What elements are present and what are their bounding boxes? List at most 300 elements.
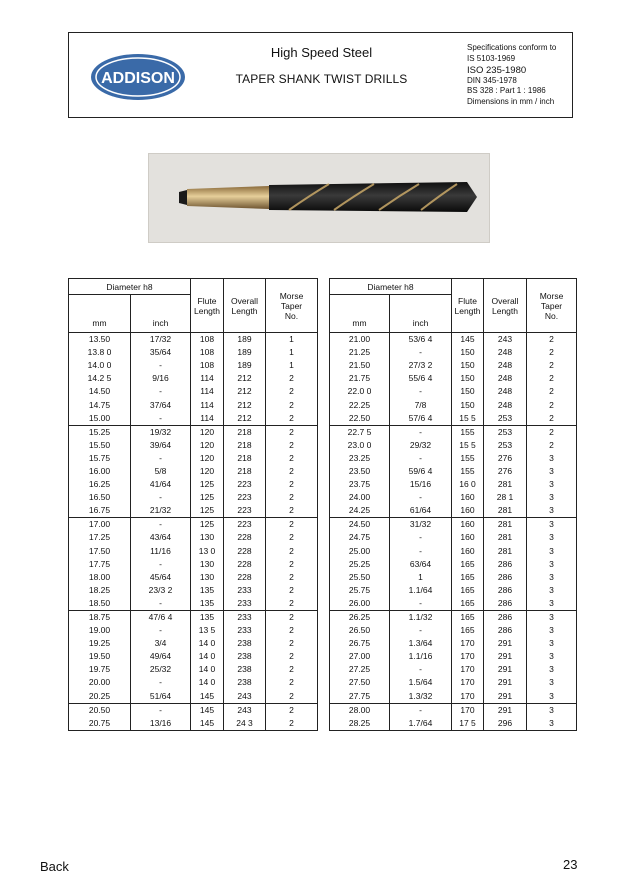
mm-cell: 20.50 xyxy=(69,703,131,717)
mm-cell: 21.75 xyxy=(330,372,390,385)
inch-cell: 29/32 xyxy=(390,439,452,452)
flute-length-cell: 160 xyxy=(452,531,484,544)
morse-taper-cell: 2 xyxy=(266,597,318,611)
mm-cell: 18.50 xyxy=(69,597,131,611)
overall-length-cell: 189 xyxy=(224,333,266,347)
flute-length-cell: 160 xyxy=(452,491,484,504)
table-row xyxy=(69,346,318,359)
table-row xyxy=(69,676,318,689)
morse-taper-cell: 2 xyxy=(266,624,318,637)
mm-cell: 16.00 xyxy=(69,465,131,478)
inch-cell: - xyxy=(390,663,452,676)
inch-cell: 1.1/16 xyxy=(390,650,452,663)
flute-length-cell: 165 xyxy=(452,558,484,571)
overall-length-cell: 276 xyxy=(484,452,527,465)
table-row xyxy=(69,398,318,411)
inch-cell: - xyxy=(131,597,191,611)
morse-taper-cell: 2 xyxy=(266,412,318,426)
mm-cell: 19.75 xyxy=(69,663,131,676)
morse-taper-cell: 2 xyxy=(266,518,318,532)
overall-length-cell: 286 xyxy=(484,558,527,571)
right-table-body xyxy=(330,333,577,731)
inch-cell: - xyxy=(131,624,191,637)
mm-cell: 21.00 xyxy=(330,333,390,347)
addison-logo xyxy=(89,52,187,102)
mm-cell: 20.25 xyxy=(69,690,131,704)
inch-cell: 19/32 xyxy=(131,425,191,439)
flute-length-cell: 14 0 xyxy=(191,650,224,663)
title-line-2: TAPER SHANK TWIST DRILLS xyxy=(235,72,408,86)
mm-cell: 17.75 xyxy=(69,558,131,571)
morse-taper-cell: 3 xyxy=(527,491,577,504)
morse-taper-cell: 3 xyxy=(527,637,577,650)
morse-taper-header: Morse Taper No. xyxy=(266,279,318,333)
mm-cell: 20.00 xyxy=(69,676,131,689)
table-row xyxy=(330,571,577,584)
overall-length-cell: 248 xyxy=(484,398,527,411)
inch-cell: 1.1/32 xyxy=(390,610,452,624)
flute-length-cell: 130 xyxy=(191,571,224,584)
morse-taper-cell: 2 xyxy=(527,372,577,385)
morse-taper-cell: 2 xyxy=(266,676,318,689)
table-row xyxy=(330,518,577,532)
table-row xyxy=(69,531,318,544)
flute-length-cell: 170 xyxy=(452,637,484,650)
flute-length-cell: 145 xyxy=(452,333,484,347)
table-row xyxy=(330,545,577,558)
inch-cell: - xyxy=(131,359,191,372)
inch-cell: - xyxy=(131,518,191,532)
overall-length-cell: 286 xyxy=(484,624,527,637)
overall-length-cell: 218 xyxy=(224,452,266,465)
overall-length-cell: 248 xyxy=(484,372,527,385)
flute-length-cell: 160 xyxy=(452,504,484,518)
flute-length-cell: 135 xyxy=(191,610,224,624)
flute-length-cell: 165 xyxy=(452,584,484,597)
table-row xyxy=(69,504,318,518)
table-row xyxy=(69,663,318,676)
inch-header: inch xyxy=(390,295,452,333)
morse-taper-cell: 2 xyxy=(527,398,577,411)
table-row xyxy=(69,412,318,426)
table-row xyxy=(69,465,318,478)
inch-cell: - xyxy=(390,597,452,611)
inch-cell: - xyxy=(390,531,452,544)
morse-taper-header: Morse Taper No. xyxy=(527,279,577,333)
overall-length-cell: 291 xyxy=(484,650,527,663)
overall-length-cell: 238 xyxy=(224,663,266,676)
overall-length-cell: 233 xyxy=(224,584,266,597)
inch-cell: - xyxy=(131,558,191,571)
flute-length-cell: 170 xyxy=(452,676,484,689)
overall-length-cell: 223 xyxy=(224,478,266,491)
mm-cell: 28.25 xyxy=(330,717,390,731)
flute-length-cell: 155 xyxy=(452,452,484,465)
overall-length-cell: 212 xyxy=(224,372,266,385)
mm-cell: 26.75 xyxy=(330,637,390,650)
left-table-body xyxy=(69,333,318,731)
table-row xyxy=(69,425,318,439)
inch-cell: 39/64 xyxy=(131,439,191,452)
flute-length-header: Flute Length xyxy=(452,279,484,333)
spec-line: BS 328 : Part 1 : 1986 xyxy=(467,86,546,96)
mm-cell: 26.00 xyxy=(330,597,390,611)
morse-taper-cell: 2 xyxy=(266,465,318,478)
drill-photo xyxy=(148,153,490,243)
flute-length-cell: 17 5 xyxy=(452,717,484,731)
overall-length-cell: 253 xyxy=(484,412,527,426)
inch-cell: 13/16 xyxy=(131,717,191,731)
drill-table-right xyxy=(329,278,577,731)
inch-cell: 47/6 4 xyxy=(131,610,191,624)
table-row xyxy=(69,491,318,504)
morse-taper-cell: 2 xyxy=(266,558,318,571)
inch-header: inch xyxy=(131,295,191,333)
mm-cell: 25.25 xyxy=(330,558,390,571)
inch-cell: 1.5/64 xyxy=(390,676,452,689)
inch-cell: 15/16 xyxy=(390,478,452,491)
table-row xyxy=(330,385,577,398)
overall-length-cell: 243 xyxy=(224,703,266,717)
inch-cell: - xyxy=(390,346,452,359)
overall-length-header: Overall Length xyxy=(484,279,527,333)
flute-length-cell: 114 xyxy=(191,385,224,398)
inch-cell: 35/64 xyxy=(131,346,191,359)
table-row xyxy=(69,690,318,704)
table-row xyxy=(330,346,577,359)
inch-cell: - xyxy=(131,703,191,717)
inch-cell: 57/6 4 xyxy=(390,412,452,426)
flute-length-cell: 125 xyxy=(191,478,224,491)
morse-taper-cell: 2 xyxy=(266,663,318,676)
mm-cell: 16.25 xyxy=(69,478,131,491)
table-row xyxy=(330,597,577,611)
overall-length-cell: 238 xyxy=(224,650,266,663)
morse-taper-cell: 3 xyxy=(527,504,577,518)
mm-cell: 27.50 xyxy=(330,676,390,689)
diameter-header: Diameter h8 xyxy=(69,279,191,295)
overall-length-cell: 276 xyxy=(484,465,527,478)
morse-taper-cell: 2 xyxy=(266,491,318,504)
flute-length-cell: 165 xyxy=(452,571,484,584)
morse-taper-cell: 2 xyxy=(527,412,577,426)
overall-length-cell: 212 xyxy=(224,385,266,398)
table-row xyxy=(330,333,577,347)
morse-taper-cell: 2 xyxy=(266,637,318,650)
table-row xyxy=(330,504,577,518)
mm-cell: 13.8 0 xyxy=(69,346,131,359)
inch-cell: 1 xyxy=(390,571,452,584)
overall-length-cell: 253 xyxy=(484,439,527,452)
inch-cell: 41/64 xyxy=(131,478,191,491)
taper-shank-drill-icon xyxy=(149,154,491,244)
table-row xyxy=(330,425,577,439)
overall-length-cell: 238 xyxy=(224,637,266,650)
inch-cell: - xyxy=(390,703,452,717)
table-row xyxy=(330,372,577,385)
morse-taper-cell: 2 xyxy=(527,439,577,452)
morse-taper-cell: 2 xyxy=(266,717,318,731)
overall-length-cell: 228 xyxy=(224,531,266,544)
overall-length-cell: 281 xyxy=(484,504,527,518)
table-row xyxy=(69,439,318,452)
table-row xyxy=(330,637,577,650)
table-row xyxy=(330,717,577,731)
table-row xyxy=(69,637,318,650)
overall-length-cell: 212 xyxy=(224,412,266,426)
table-row xyxy=(69,518,318,532)
overall-length-cell: 189 xyxy=(224,359,266,372)
inch-cell: 17/32 xyxy=(131,333,191,347)
flute-length-cell: 120 xyxy=(191,452,224,465)
mm-cell: 22.50 xyxy=(330,412,390,426)
morse-taper-cell: 2 xyxy=(266,478,318,491)
spec-line: Specifications conform to xyxy=(467,43,557,52)
flute-length-cell: 125 xyxy=(191,504,224,518)
mm-cell: 23.0 0 xyxy=(330,439,390,452)
inch-cell: 55/6 4 xyxy=(390,372,452,385)
overall-length-cell: 291 xyxy=(484,637,527,650)
overall-length-cell: 291 xyxy=(484,676,527,689)
table-row xyxy=(330,531,577,544)
table-row xyxy=(330,703,577,717)
table-row xyxy=(330,412,577,426)
flute-length-header: Flute Length xyxy=(191,279,224,333)
mm-cell: 15.50 xyxy=(69,439,131,452)
morse-taper-cell: 2 xyxy=(266,531,318,544)
flute-length-cell: 170 xyxy=(452,690,484,704)
overall-length-cell: 243 xyxy=(484,333,527,347)
overall-length-cell: 228 xyxy=(224,545,266,558)
overall-length-cell: 296 xyxy=(484,717,527,731)
inch-cell: 1.7/64 xyxy=(390,717,452,731)
inch-cell: - xyxy=(390,385,452,398)
mm-cell: 19.50 xyxy=(69,650,131,663)
table-row xyxy=(69,359,318,372)
morse-taper-cell: 3 xyxy=(527,610,577,624)
flute-length-cell: 108 xyxy=(191,359,224,372)
table-row xyxy=(330,690,577,704)
morse-taper-cell: 2 xyxy=(527,385,577,398)
inch-cell: - xyxy=(131,452,191,465)
overall-length-header: Overall Length xyxy=(224,279,266,333)
overall-length-cell: 291 xyxy=(484,663,527,676)
inch-cell: 49/64 xyxy=(131,650,191,663)
overall-length-cell: 291 xyxy=(484,703,527,717)
table-row xyxy=(330,478,577,491)
mm-cell: 15.75 xyxy=(69,452,131,465)
mm-cell: 23.50 xyxy=(330,465,390,478)
morse-taper-cell: 2 xyxy=(266,690,318,704)
overall-length-cell: 189 xyxy=(224,346,266,359)
table-row xyxy=(69,610,318,624)
mm-cell: 27.25 xyxy=(330,663,390,676)
flute-length-cell: 125 xyxy=(191,518,224,532)
specifications-block xyxy=(467,43,556,108)
inch-cell: 23/3 2 xyxy=(131,584,191,597)
morse-taper-cell: 3 xyxy=(527,478,577,491)
morse-taper-cell: 2 xyxy=(266,372,318,385)
inch-cell: 21/32 xyxy=(131,504,191,518)
morse-taper-cell: 2 xyxy=(266,452,318,465)
mm-cell: 14.50 xyxy=(69,385,131,398)
table-row xyxy=(330,465,577,478)
table-row xyxy=(330,624,577,637)
flute-length-cell: 108 xyxy=(191,333,224,347)
inch-cell: 51/64 xyxy=(131,690,191,704)
overall-length-cell: 228 xyxy=(224,558,266,571)
inch-cell: - xyxy=(390,491,452,504)
morse-taper-cell: 3 xyxy=(527,531,577,544)
morse-taper-cell: 2 xyxy=(266,571,318,584)
morse-taper-cell: 3 xyxy=(527,717,577,731)
flute-length-cell: 15 5 xyxy=(452,412,484,426)
mm-cell: 28.00 xyxy=(330,703,390,717)
table-row xyxy=(330,650,577,663)
mm-cell: 23.75 xyxy=(330,478,390,491)
mm-cell: 21.25 xyxy=(330,346,390,359)
flute-length-cell: 135 xyxy=(191,597,224,611)
morse-taper-cell: 2 xyxy=(266,398,318,411)
mm-cell: 22.0 0 xyxy=(330,385,390,398)
overall-length-cell: 233 xyxy=(224,624,266,637)
overall-length-cell: 253 xyxy=(484,425,527,439)
table-row xyxy=(69,597,318,611)
mm-cell: 15.00 xyxy=(69,412,131,426)
table-row xyxy=(330,491,577,504)
mm-cell: 19.25 xyxy=(69,637,131,650)
inch-cell: 1.3/64 xyxy=(390,637,452,650)
morse-taper-cell: 3 xyxy=(527,676,577,689)
overall-length-cell: 212 xyxy=(224,398,266,411)
mm-cell: 24.25 xyxy=(330,504,390,518)
inch-cell: - xyxy=(131,491,191,504)
flute-length-cell: 130 xyxy=(191,531,224,544)
spec-line: Dimensions in mm / inch xyxy=(467,97,555,107)
flute-length-cell: 13 0 xyxy=(191,545,224,558)
flute-length-cell: 14 0 xyxy=(191,676,224,689)
inch-cell: - xyxy=(131,385,191,398)
flute-length-cell: 125 xyxy=(191,491,224,504)
morse-taper-cell: 3 xyxy=(527,584,577,597)
title-line-1: High Speed Steel xyxy=(270,45,373,60)
morse-taper-cell: 3 xyxy=(527,650,577,663)
flute-length-cell: 145 xyxy=(191,717,224,731)
overall-length-cell: 281 xyxy=(484,518,527,532)
overall-length-cell: 281 xyxy=(484,478,527,491)
overall-length-cell: 291 xyxy=(484,690,527,704)
morse-taper-cell: 3 xyxy=(527,465,577,478)
overall-length-cell: 28 1 xyxy=(484,491,527,504)
flute-length-cell: 114 xyxy=(191,372,224,385)
inch-cell: 31/32 xyxy=(390,518,452,532)
table-row xyxy=(69,372,318,385)
mm-cell: 17.25 xyxy=(69,531,131,544)
flute-length-cell: 150 xyxy=(452,372,484,385)
flute-length-cell: 120 xyxy=(191,465,224,478)
table-row xyxy=(69,478,318,491)
table-row xyxy=(69,703,318,717)
mm-cell: 26.25 xyxy=(330,610,390,624)
table-row xyxy=(69,333,318,347)
inch-cell: 59/6 4 xyxy=(390,465,452,478)
morse-taper-cell: 3 xyxy=(527,690,577,704)
overall-length-cell: 281 xyxy=(484,531,527,544)
mm-cell: 18.75 xyxy=(69,610,131,624)
table-row xyxy=(330,676,577,689)
table-row xyxy=(330,452,577,465)
morse-taper-cell: 3 xyxy=(527,663,577,676)
morse-taper-cell: 2 xyxy=(266,545,318,558)
morse-taper-cell: 3 xyxy=(527,597,577,611)
flute-length-cell: 160 xyxy=(452,518,484,532)
mm-cell: 24.00 xyxy=(330,491,390,504)
flute-length-cell: 150 xyxy=(452,346,484,359)
flute-length-cell: 135 xyxy=(191,584,224,597)
mm-cell: 16.50 xyxy=(69,491,131,504)
logo-text: ADDISON xyxy=(101,70,175,87)
overall-length-cell: 286 xyxy=(484,597,527,611)
mm-cell: 24.75 xyxy=(330,531,390,544)
inch-cell: 63/64 xyxy=(390,558,452,571)
mm-cell: 13.50 xyxy=(69,333,131,347)
table-row xyxy=(330,663,577,676)
inch-cell: - xyxy=(390,452,452,465)
inch-cell: 25/32 xyxy=(131,663,191,676)
inch-cell: 53/6 4 xyxy=(390,333,452,347)
flute-length-cell: 15 5 xyxy=(452,439,484,452)
morse-taper-cell: 1 xyxy=(266,359,318,372)
inch-cell: 45/64 xyxy=(131,571,191,584)
mm-cell: 25.75 xyxy=(330,584,390,597)
overall-length-cell: 286 xyxy=(484,571,527,584)
mm-cell: 18.25 xyxy=(69,584,131,597)
mm-cell: 25.00 xyxy=(330,545,390,558)
mm-header: mm xyxy=(330,295,390,333)
flute-length-cell: 14 0 xyxy=(191,637,224,650)
mm-cell: 18.00 xyxy=(69,571,131,584)
mm-cell: 20.75 xyxy=(69,717,131,731)
inch-cell: 43/64 xyxy=(131,531,191,544)
mm-cell: 22.7 5 xyxy=(330,425,390,439)
table-row xyxy=(330,558,577,571)
mm-cell: 16.75 xyxy=(69,504,131,518)
flute-length-cell: 155 xyxy=(452,425,484,439)
overall-length-cell: 238 xyxy=(224,676,266,689)
flute-length-cell: 160 xyxy=(452,545,484,558)
overall-length-cell: 24 3 xyxy=(224,717,266,731)
flute-length-cell: 114 xyxy=(191,398,224,411)
overall-length-cell: 248 xyxy=(484,346,527,359)
table-row xyxy=(69,650,318,663)
mm-cell: 21.50 xyxy=(330,359,390,372)
flute-length-cell: 150 xyxy=(452,359,484,372)
flute-length-cell: 13 5 xyxy=(191,624,224,637)
morse-taper-cell: 3 xyxy=(527,518,577,532)
overall-length-cell: 243 xyxy=(224,690,266,704)
flute-length-cell: 14 0 xyxy=(191,663,224,676)
table-row xyxy=(69,385,318,398)
flute-length-cell: 120 xyxy=(191,439,224,452)
back-link[interactable]: Back xyxy=(40,859,69,874)
inch-cell: 9/16 xyxy=(131,372,191,385)
mm-cell: 24.50 xyxy=(330,518,390,532)
diameter-header: Diameter h8 xyxy=(330,279,452,295)
inch-cell: 1.1/64 xyxy=(390,584,452,597)
morse-taper-cell: 1 xyxy=(266,346,318,359)
overall-length-cell: 223 xyxy=(224,491,266,504)
morse-taper-cell: 3 xyxy=(527,545,577,558)
